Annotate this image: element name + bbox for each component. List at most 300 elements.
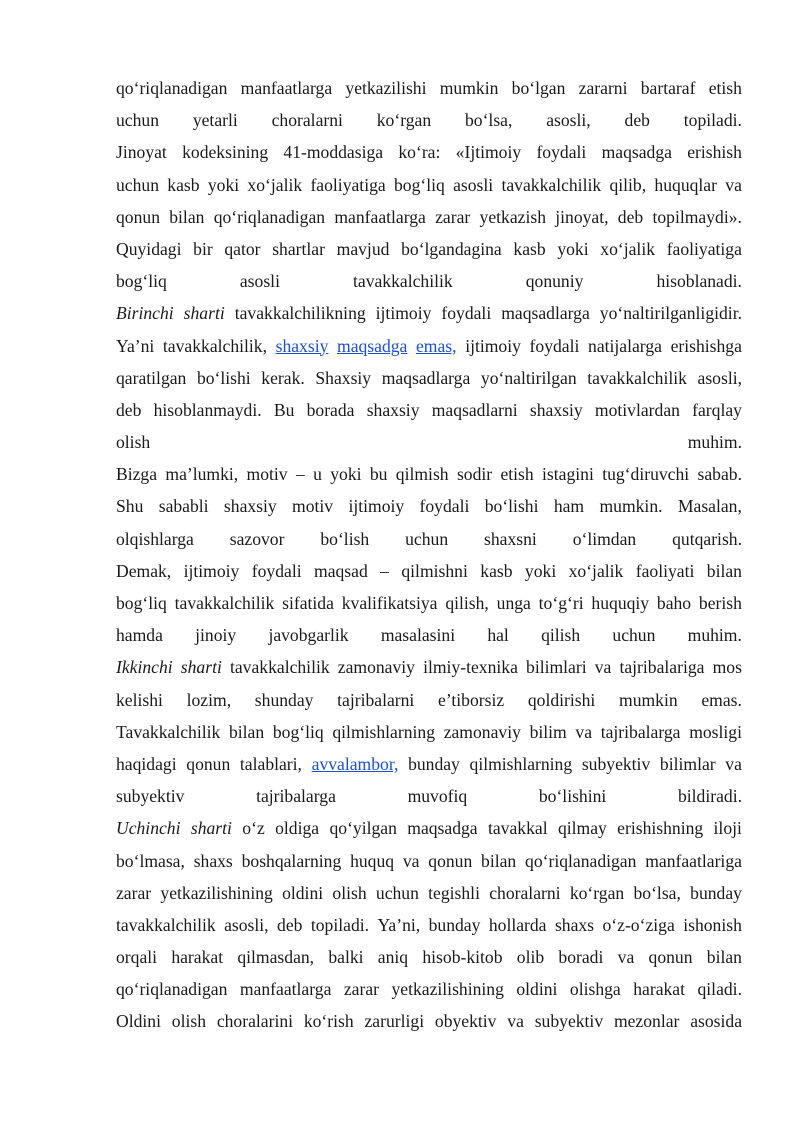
word xyxy=(530,394,583,426)
word-text: u xyxy=(313,464,322,485)
word xyxy=(690,877,742,909)
word-text: berish xyxy=(698,593,742,613)
word xyxy=(396,458,449,490)
word xyxy=(237,941,314,973)
word-text: olish xyxy=(171,1011,206,1032)
word-text: zararni xyxy=(578,78,628,98)
word xyxy=(163,330,267,362)
word xyxy=(116,394,141,426)
word xyxy=(337,233,390,265)
word xyxy=(224,909,268,941)
word xyxy=(247,458,288,490)
word-text: bo‘lsa, xyxy=(464,110,513,131)
word xyxy=(500,458,533,490)
word-text: motiv xyxy=(246,464,288,485)
word xyxy=(438,684,504,716)
word xyxy=(116,684,163,716)
word-text: farqlay xyxy=(692,399,742,420)
word xyxy=(600,233,655,265)
word xyxy=(193,104,238,136)
inline-link[interactable]: maqsadga xyxy=(337,335,408,356)
word xyxy=(481,362,577,394)
word-text: subyektiv xyxy=(116,786,185,807)
word xyxy=(542,458,594,490)
word-text: etish xyxy=(500,464,534,485)
word xyxy=(304,1005,354,1037)
word-text: Tavakkalchilik xyxy=(116,721,221,742)
word-text: uchun xyxy=(116,174,159,195)
word-text: choralarini xyxy=(216,1011,294,1032)
word-text: mumkin xyxy=(439,78,499,98)
word-text: boshqalarning xyxy=(241,850,342,871)
document-body xyxy=(116,72,742,1038)
word xyxy=(698,458,742,490)
word xyxy=(612,619,655,651)
word xyxy=(401,555,467,587)
word-text: va xyxy=(575,721,593,742)
word-text: tavakkalchilik xyxy=(353,271,453,292)
word-text: – xyxy=(380,560,389,581)
word xyxy=(618,941,635,973)
word-text: bilimlari xyxy=(526,657,587,678)
word-text: qonun xyxy=(428,850,473,871)
word-text: xo‘jalik xyxy=(600,238,656,259)
word xyxy=(116,748,177,780)
word-text: olib xyxy=(516,947,545,968)
word-text: ko‘ra: xyxy=(398,142,441,163)
word-text: oldiga xyxy=(275,818,320,839)
word-text: foydali xyxy=(529,335,580,356)
word xyxy=(311,909,369,941)
word-text: ijtimoiy xyxy=(348,496,405,517)
word-text: qo‘riqlanadigan xyxy=(116,78,228,98)
word xyxy=(619,684,678,716)
word xyxy=(484,523,537,555)
word xyxy=(344,973,379,1005)
word-text: qilish xyxy=(541,625,581,646)
word xyxy=(377,909,420,941)
word xyxy=(230,651,330,683)
word xyxy=(649,941,693,973)
word xyxy=(116,1005,161,1037)
word xyxy=(116,973,227,1005)
word xyxy=(633,973,685,1005)
word xyxy=(470,748,573,780)
word xyxy=(489,877,560,909)
word xyxy=(116,587,167,619)
word xyxy=(539,780,606,812)
word-text: xo‘jalik xyxy=(247,174,303,195)
word-text: bilan xyxy=(706,947,742,968)
word xyxy=(261,362,304,394)
word-text: qator xyxy=(224,238,261,259)
word-text: va xyxy=(725,753,742,774)
word xyxy=(116,362,186,394)
word xyxy=(320,523,369,555)
word-text: bilan xyxy=(706,560,742,581)
word-text: qo‘yilgan xyxy=(329,818,397,839)
word-text: bo‘lishini xyxy=(538,786,607,807)
word-text: e’tiborsiz xyxy=(438,689,505,710)
word-text: muvofiq xyxy=(407,786,468,807)
word xyxy=(512,72,566,104)
word xyxy=(283,136,383,168)
text-line xyxy=(116,330,742,362)
word-text: tug‘diruvchi xyxy=(602,464,690,485)
word-text: asosli, xyxy=(224,914,269,935)
text-line xyxy=(116,169,742,201)
word-text: olqishlarga xyxy=(116,528,194,549)
word xyxy=(195,619,236,651)
word xyxy=(116,169,159,201)
word-text: qoldirishi xyxy=(527,689,596,710)
word xyxy=(381,619,455,651)
word xyxy=(350,845,394,877)
word xyxy=(184,297,225,329)
italic-term: Uchinchi xyxy=(116,818,181,839)
word-text: lozim, xyxy=(186,689,232,710)
word-text: tajribalarga xyxy=(600,721,681,742)
word-text: ko‘rish xyxy=(303,1011,354,1032)
inline-link[interactable]: avvalambor, xyxy=(311,753,399,774)
word xyxy=(159,490,209,522)
word xyxy=(528,684,595,716)
text-line xyxy=(116,973,742,1005)
word xyxy=(273,716,324,748)
word-text: va xyxy=(617,947,635,968)
word xyxy=(558,812,607,844)
word-text: bunday xyxy=(408,753,460,774)
word-text: sodir xyxy=(456,464,493,485)
word-text: qaratilgan xyxy=(116,367,187,388)
word-text: sababli xyxy=(158,496,209,517)
word-text: qiladi. xyxy=(697,979,742,1000)
word xyxy=(507,1005,524,1037)
word-text: olish xyxy=(332,882,367,903)
word-text: hollarda xyxy=(488,914,547,935)
word-text: faoliyatiga xyxy=(666,238,742,259)
word-text: tajribalarni xyxy=(337,689,415,710)
word-text: bog‘liq xyxy=(116,271,167,292)
word-text: motivlardan xyxy=(594,399,680,420)
word-text: borada xyxy=(306,399,355,420)
inline-link[interactable]: emas, xyxy=(416,335,457,356)
text-line xyxy=(116,458,742,490)
word-text: bo‘lishi xyxy=(196,367,251,388)
word-text: va xyxy=(725,174,742,195)
word xyxy=(690,1005,742,1037)
word-text: ijtimoiy xyxy=(183,560,240,581)
word xyxy=(256,780,336,812)
word-text: muhim. xyxy=(687,432,742,453)
word-text: bilan xyxy=(481,850,517,871)
word xyxy=(416,330,457,362)
word-text: asosli, xyxy=(546,110,591,131)
word xyxy=(378,941,408,973)
text-line xyxy=(116,812,742,844)
word xyxy=(116,201,160,233)
word xyxy=(465,104,512,136)
word-text: bilan xyxy=(169,206,205,227)
word-text: va xyxy=(507,1011,524,1032)
word-text: jinoyat, xyxy=(555,206,609,227)
word-text: deb xyxy=(277,914,303,935)
text-line xyxy=(116,233,742,265)
word xyxy=(536,136,586,168)
word xyxy=(194,845,233,877)
word xyxy=(525,555,556,587)
word-text: choralarni xyxy=(489,882,561,903)
word-text: maqsadlarni xyxy=(431,399,518,420)
word xyxy=(595,651,612,683)
word xyxy=(292,490,333,522)
word-text: manfaatlarga xyxy=(240,78,333,98)
word-text: qilmishni xyxy=(401,560,468,581)
word xyxy=(423,651,518,683)
word-text: ko‘rgan xyxy=(376,110,432,131)
word-text: foydali xyxy=(419,496,470,517)
word xyxy=(380,555,389,587)
word-text: yetkazilishi xyxy=(345,78,427,98)
italic-term: sharti xyxy=(190,818,232,839)
word-text: shaxs xyxy=(193,850,233,871)
word xyxy=(116,72,227,104)
word-text: zarar xyxy=(435,206,471,227)
text-line xyxy=(116,716,742,748)
word xyxy=(272,233,325,265)
word xyxy=(312,748,399,780)
word-text: bo‘lgandagina xyxy=(401,238,502,259)
word-text: tavakkal xyxy=(487,818,548,839)
word xyxy=(224,490,277,522)
word xyxy=(348,490,404,522)
word xyxy=(570,877,624,909)
word-text: bildiradi. xyxy=(677,786,742,807)
word xyxy=(160,877,272,909)
word xyxy=(116,426,150,458)
text-line xyxy=(116,941,742,973)
word-text: tegishli xyxy=(428,882,480,903)
word-text: baho xyxy=(656,593,692,613)
word-text: uchun xyxy=(405,528,449,549)
word xyxy=(175,587,275,619)
word-text: asosli, xyxy=(697,367,742,388)
word xyxy=(276,330,329,362)
word xyxy=(435,201,470,233)
word-text: manfaatlariga xyxy=(645,850,742,871)
word-text: obyektiv xyxy=(434,1011,497,1032)
word xyxy=(440,72,499,104)
text-line xyxy=(116,909,742,941)
word-text: tajribalarga xyxy=(256,786,336,807)
word xyxy=(377,104,431,136)
word xyxy=(116,458,157,490)
word-text: erishishning xyxy=(617,818,704,839)
word-text: qo‘riqlanadigan xyxy=(213,206,326,227)
word xyxy=(546,104,590,136)
word xyxy=(240,973,332,1005)
word-text: iloji xyxy=(713,818,742,839)
word-text: bog‘liq xyxy=(116,593,167,613)
word xyxy=(167,169,199,201)
word-text: yetkazilishining xyxy=(160,882,273,903)
italic-term: sharti xyxy=(183,303,225,324)
word-text: qonun xyxy=(116,206,160,227)
word-text: qutqarish. xyxy=(672,528,742,549)
word-text: foydali xyxy=(441,303,492,324)
word-text: bo‘lmasa, xyxy=(116,850,185,871)
word xyxy=(364,1005,424,1037)
word xyxy=(429,909,481,941)
word-text: emas. xyxy=(701,689,742,710)
word-text: bo‘lgan xyxy=(511,78,566,98)
text-line xyxy=(116,394,742,426)
word xyxy=(683,909,742,941)
word xyxy=(376,297,432,329)
word-text: manfaatlarga xyxy=(334,206,426,227)
word-text: Jinoyat xyxy=(116,142,167,163)
inline-link[interactable]: shaxsiy xyxy=(275,335,329,356)
word xyxy=(116,523,194,555)
word-text: ko‘rgan xyxy=(569,882,625,903)
word-text: ma’lumki, xyxy=(165,464,239,485)
word xyxy=(337,684,414,716)
word xyxy=(182,136,268,168)
word xyxy=(570,973,621,1005)
word-text: orqali xyxy=(116,947,158,968)
word xyxy=(432,394,518,426)
text-line xyxy=(116,651,742,683)
word xyxy=(345,72,426,104)
word xyxy=(394,169,445,201)
word-text: hamda xyxy=(116,625,163,646)
text-line xyxy=(116,523,742,555)
word-text: kvalifikatsiya xyxy=(341,593,438,613)
word-text: qilib, xyxy=(609,174,647,195)
word xyxy=(587,362,687,394)
word-text: maqsadga xyxy=(407,818,478,839)
word xyxy=(557,233,588,265)
word-text: erishish xyxy=(687,142,742,163)
word xyxy=(315,362,371,394)
word xyxy=(255,684,314,716)
word-text: shaxsiy xyxy=(223,496,277,517)
word-text: jinoiy xyxy=(195,625,237,646)
word-text: mezonlar xyxy=(613,1011,680,1032)
word xyxy=(698,362,742,394)
word xyxy=(453,169,493,201)
word xyxy=(332,877,366,909)
word xyxy=(444,716,521,748)
word-text: javobgarlik xyxy=(268,625,349,646)
word-text: Demak, xyxy=(116,560,172,581)
word xyxy=(392,973,504,1005)
italic-term: Birinchi xyxy=(116,303,174,324)
word xyxy=(573,523,637,555)
word-text: etish xyxy=(708,78,742,98)
word xyxy=(353,265,453,297)
word xyxy=(405,523,448,555)
word xyxy=(154,394,262,426)
word xyxy=(555,909,594,941)
word-text: deb xyxy=(624,110,650,131)
word xyxy=(652,201,741,233)
word-text: foydali xyxy=(536,142,587,163)
word xyxy=(224,233,260,265)
word-text: huquqiy xyxy=(591,593,650,613)
word-text: zamonaviy xyxy=(443,721,521,742)
word-text: maqsad xyxy=(314,560,368,581)
word-text: motiv xyxy=(292,496,334,517)
word-text: tavakkalchilik xyxy=(501,174,602,195)
word xyxy=(660,748,716,780)
word-text: asosli xyxy=(239,271,280,292)
word xyxy=(645,845,742,877)
word xyxy=(242,812,264,844)
word xyxy=(699,587,742,619)
word xyxy=(116,845,185,877)
word xyxy=(334,201,426,233)
word xyxy=(457,458,492,490)
word-text: tavakkalchilik xyxy=(587,367,687,388)
word-text: choralarni xyxy=(271,110,343,131)
word-text: tavakkalchilik, xyxy=(162,335,267,356)
word xyxy=(116,812,181,844)
word-text: shaxs xyxy=(554,914,595,935)
word xyxy=(480,555,512,587)
word-text: – xyxy=(295,464,305,485)
word xyxy=(689,716,742,748)
word-text: bo‘lishi xyxy=(484,496,539,517)
word-text: sifatida xyxy=(282,593,334,613)
word-text: Quyidagi xyxy=(116,238,182,259)
word-text: muhim. xyxy=(687,625,742,646)
word-text: bir xyxy=(193,238,213,259)
word xyxy=(678,490,742,522)
word xyxy=(296,458,305,490)
word-text: istagini xyxy=(542,464,594,485)
word-text: topiladi. xyxy=(310,914,370,935)
word-text: bo‘lsa, xyxy=(633,882,681,903)
word-text: mumkin xyxy=(619,689,678,710)
word-text: subyektiv xyxy=(581,753,651,774)
word xyxy=(181,651,222,683)
word xyxy=(713,651,742,683)
word xyxy=(191,812,232,844)
text-line xyxy=(116,877,742,909)
italic-term: sharti xyxy=(180,657,222,678)
word-text: o‘limdan xyxy=(572,528,637,549)
word-text: hisoblanmaydi. xyxy=(153,399,262,420)
word-text: kasb xyxy=(513,238,546,259)
word-text: yo‘naltirilgan xyxy=(480,367,577,388)
word xyxy=(641,72,696,104)
word-text: qilmishlarning xyxy=(332,721,435,742)
word-text: aniq xyxy=(377,947,409,968)
word-text: bilim xyxy=(529,721,567,742)
word-text: deb xyxy=(617,206,644,227)
text-line xyxy=(116,587,742,619)
word xyxy=(555,201,608,233)
word xyxy=(485,490,539,522)
word-text: shunday xyxy=(254,689,314,710)
text-line xyxy=(116,362,742,394)
word-text: Bu xyxy=(273,399,295,420)
text-line xyxy=(116,1005,742,1037)
word xyxy=(618,201,643,233)
word-text: harakat xyxy=(171,947,224,968)
word xyxy=(184,555,240,587)
